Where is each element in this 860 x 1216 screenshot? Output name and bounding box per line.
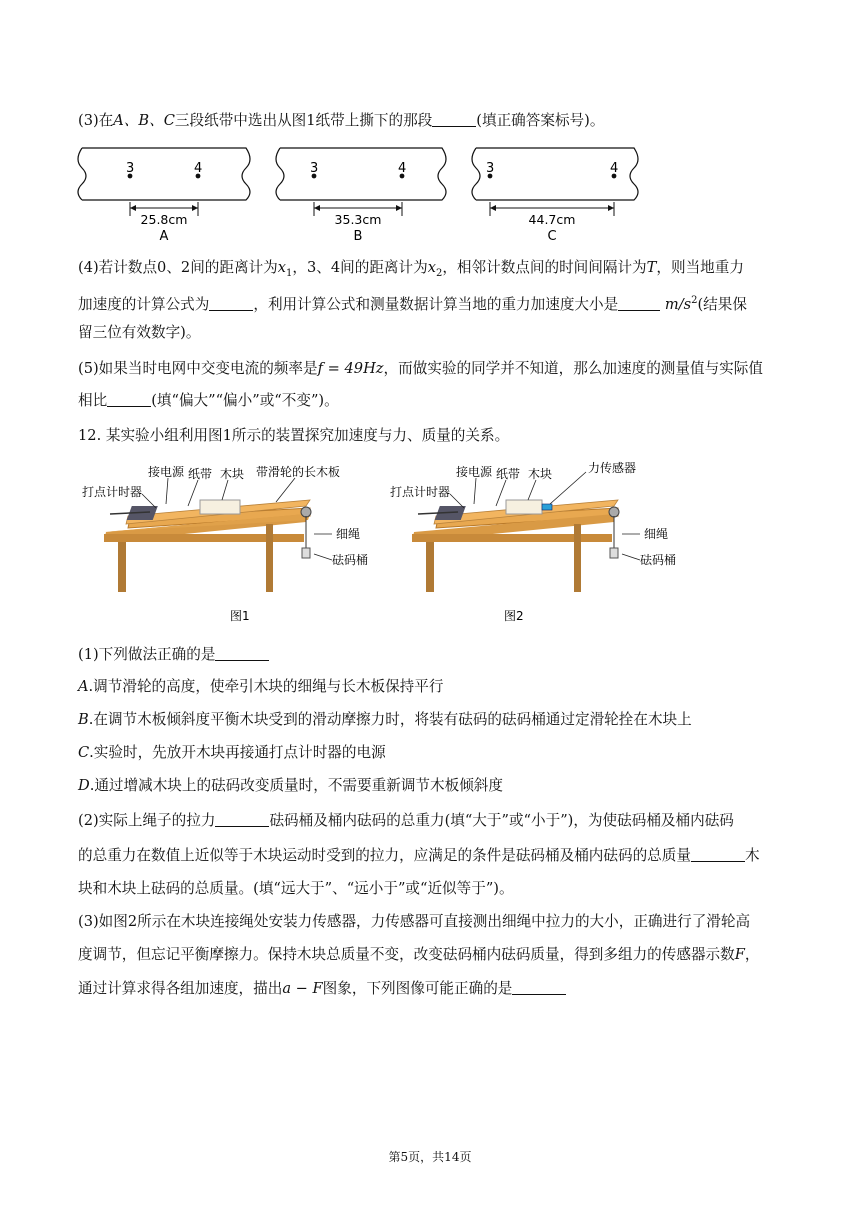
q12-part2-line1: (2)实际上绳子的拉力 砝码桶及桶内砝码的总重力(填“大于”或“小于”)，为使砝码桶及桶内砝码 <box>78 812 734 829</box>
frequency-formula: f = 49Hz <box>317 360 384 377</box>
page-footer: 第5页，共14页 <box>388 1150 472 1164</box>
answer-blank[interactable] <box>209 296 253 311</box>
option-c: C.实验时，先放开木块再接通打点计时器的电源 <box>78 744 386 761</box>
fig2-label-block: 木块 <box>528 467 553 481</box>
a-f-formula: a − F <box>282 980 323 997</box>
tape-c-point-3: 3 <box>486 161 495 176</box>
q5-line-1: (5)如果当时电网中交变电流的频率是f = 49Hz，而做实验的同学并不知道，那么加速度的测量值与实际值 <box>78 360 763 377</box>
q3-line <box>78 111 604 131</box>
f-symbol: F <box>734 946 745 963</box>
fig2-label-rope: 细绳 <box>644 527 669 541</box>
fig1-label-tape: 纸带 <box>188 467 213 481</box>
fig2-label-bucket: 砝码桶 <box>640 553 677 567</box>
answer-blank[interactable] <box>432 112 476 127</box>
tape-c-label: C <box>547 229 557 244</box>
tape-a-distance: 25.8cm <box>140 212 188 227</box>
fig1-label-power: 接电源 <box>148 465 185 479</box>
x1-symbol: x <box>277 259 287 276</box>
fig1-caption: 图1 <box>230 609 250 623</box>
tape-b <box>276 148 446 244</box>
fig2-label-timer: 打点计时器 <box>390 485 451 499</box>
q12-part2-line2: 的总重力在数值上近似等于木块运动时受到的拉力，应满足的条件是砝码桶及桶内砝码的总质量 木 <box>78 847 760 864</box>
q12-part3-line3: 通过计算求得各组加速度，描出a − F图象，下列图像可能正确的是 <box>78 979 566 999</box>
q4-line-1: (4)若计数点0、2间的距离计为$x_1$，3、4间的距离计为$x_2$，相邻计数点间的时间间隔计为T，则当地重力 <box>78 259 744 279</box>
answer-blank[interactable] <box>512 980 566 995</box>
x2-symbol: x <box>427 259 436 276</box>
tape-b-distance: 35.3cm <box>334 212 382 227</box>
option-d: D.通过增减木块上的砝码改变质量时，不需要重新调节木板倾斜度 <box>78 777 503 794</box>
tape-figure <box>70 140 650 248</box>
fig1-label-board: 带滑轮的长木板 <box>256 465 341 479</box>
figure-1 <box>82 464 368 623</box>
option-b: B.在调节木板倾斜度平衡木块受到的滑动摩擦力时，将装有砝码的砝码桶通过定滑轮拴在木块上 <box>78 711 692 728</box>
apparatus-figures <box>70 456 710 626</box>
q4-line-3: 留三位有效数字)。 <box>78 324 201 341</box>
fig1-label-block: 木块 <box>220 467 245 481</box>
answer-blank[interactable] <box>618 296 660 311</box>
fig1-label-bucket: 砝码桶 <box>332 553 369 567</box>
unit-ms2: m/s <box>664 295 692 313</box>
q12-part3-line1: (3)如图2所示在木块连接绳处安装力传感器，力传感器可直接测出细绳中拉力的大小，正确进行了滑轮高 <box>78 913 751 930</box>
fig1-label-rope: 细绳 <box>336 527 361 541</box>
q5-line-2: 相比 (填“偏大”“偏小”或“不变”)。 <box>78 392 339 409</box>
answer-blank[interactable] <box>215 812 269 827</box>
tape-b-point-3: 3 <box>310 161 319 176</box>
q12-part3-line2: 度调节，但忘记平衡摩擦力。保持木块总质量不变，改变砝码桶内砝码质量，得到多组力的传感器示数F， <box>78 946 760 963</box>
tape-c-distance: 44.7cm <box>528 212 576 227</box>
option-a: A.调节滑轮的高度，使牵引木块的细绳与长木板保持平行 <box>78 678 444 695</box>
fig2-label-tape: 纸带 <box>496 467 521 481</box>
fig2-label-power: 接电源 <box>456 465 493 479</box>
fig2-label-sensor: 力传感器 <box>588 461 637 475</box>
q4-line-2: 加速度的计算公式为 ，利用计算公式和测量数据计算当地的重力加速度大小是 $m/s^2$(结果保 <box>78 295 747 313</box>
q3-suffix: 三段纸带中选出从图1纸带上撕下的那段 <box>174 112 433 129</box>
tape-a <box>78 148 250 244</box>
t-symbol: T <box>646 259 657 276</box>
answer-blank[interactable] <box>691 847 745 862</box>
tape-a-point-3: 3 <box>126 161 135 176</box>
answer-blank[interactable] <box>107 392 151 407</box>
tape-a-label: A <box>159 229 169 244</box>
q12-part1: (1)下列做法正确的是 <box>78 645 269 665</box>
tape-b-label: B <box>353 229 363 244</box>
q3-prefix: (3)在 <box>78 112 114 129</box>
tape-c-point-4: 4 <box>610 161 619 176</box>
q3-tail: (填正确答案标号)。 <box>476 112 605 129</box>
tape-a-point-4: 4 <box>194 161 203 176</box>
tape-c <box>472 148 638 244</box>
q3-choices: A、B、C <box>113 112 175 129</box>
fig2-caption: 图2 <box>504 609 524 623</box>
answer-blank[interactable] <box>215 646 269 661</box>
tape-b-point-4: 4 <box>398 161 407 176</box>
fig1-label-timer: 打点计时器 <box>82 485 143 499</box>
q12-stem: 12. 某实验小组利用图1所示的装置探究加速度与力、质量的关系。 <box>78 427 510 444</box>
figure-2 <box>390 460 676 623</box>
q12-part2-line3: 块和木块上砝码的总质量。(填“远大于”、“远小于”或“近似等于”)。 <box>78 880 514 897</box>
